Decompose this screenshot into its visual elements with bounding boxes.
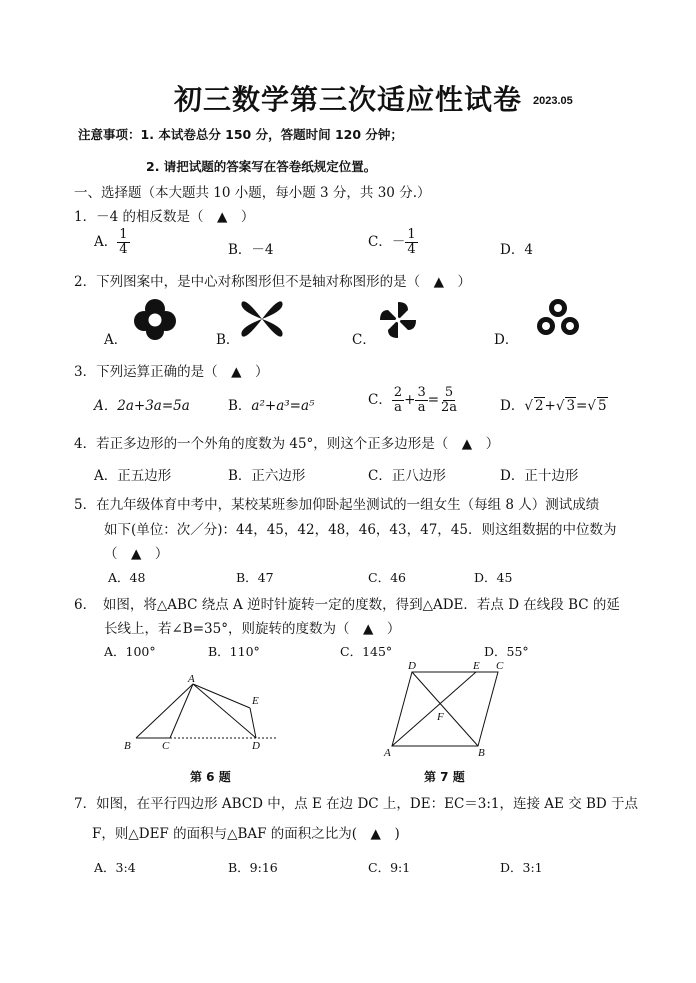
q1-option-b: B．－4	[228, 242, 274, 258]
fig6-label-c: C	[162, 740, 170, 752]
q5-option-a: A．48	[108, 570, 146, 585]
q7-option-d: D．3:1	[500, 860, 543, 875]
notice-label: 注意事项：	[78, 127, 141, 142]
q5-option-c: C．46	[368, 570, 406, 585]
q1-option-d: D．4	[500, 242, 533, 258]
flower-four-petal-icon	[132, 298, 178, 340]
fig7-label-a: A	[384, 747, 391, 759]
q3-option-d: D．√ 2+√ 3=√ 5	[500, 398, 607, 414]
q5-line-3: （ ▲ ）	[104, 546, 169, 562]
fig6-label-e: E	[252, 695, 259, 707]
q2-option-a: A．	[104, 332, 128, 348]
fig6-label-a: A	[188, 673, 195, 685]
q3-option-a: A．2a+3a=5a	[94, 398, 190, 414]
fig7-label-d: D	[408, 660, 416, 672]
notice-text-1: 1. 本试卷总分 150 分，答题时间 120 分钟；	[140, 127, 403, 142]
fig6-label-b: B	[124, 740, 131, 752]
figure-6-diagram	[118, 672, 288, 758]
pinwheel-icon	[378, 300, 418, 340]
q4-option-b: B．正六边形	[228, 468, 306, 484]
q7-option-a: A．3:4	[94, 860, 136, 875]
notice-line-2: 2. 请把试题的答案写在答卷纸规定位置。	[146, 159, 377, 174]
q4-option-a: A．正五边形	[94, 468, 172, 484]
q2-option-c: C．	[352, 332, 376, 348]
q6-line-1: 6． 如图，将△ABC 绕点 A 逆时针旋转一定的度数，得到△ADE．若点 D 在线段 BC 的延	[74, 597, 620, 613]
q3-option-c: C． $\frac{2}{a}$ + $\frac{3}{a}$ = $\frac{5}{2a}$	[368, 385, 458, 415]
exam-title: 初三数学第三次适应性试卷	[173, 83, 522, 116]
q1-stem: 1．－4 的相反数是（ ▲ ）	[74, 209, 255, 225]
exam-date: 2023.05	[533, 95, 573, 107]
q7-option-c: C．9:1	[368, 860, 411, 875]
q7-option-b: B．9:16	[228, 860, 278, 875]
q2-stem: 2．下列图案中，是中心对称图形但不是轴对称图形的是（ ▲ ）	[74, 274, 471, 290]
q7-line-2: F，则△DEF 的面积与△BAF 的面积之比为( ▲ )	[92, 826, 400, 842]
q5-line-2: 如下(单位：次／分)：44，45，42，48，46，43，47，45．则这组数据的中位数为	[104, 522, 617, 538]
q4-option-d: D．正十边形	[500, 468, 579, 484]
q5-option-b: B．47	[236, 570, 274, 585]
q6-line-2: 长线上，若∠B=35°，则旋转的度数为（ ▲ ）	[104, 621, 401, 637]
q3-stem: 3．下列运算正确的是（ ▲ ）	[74, 364, 269, 380]
q1-option-a: A． $\frac{1}{4}$	[94, 227, 128, 257]
q4-option-c: C．正八边形	[368, 468, 446, 484]
q6-option-c: C．145°	[340, 644, 393, 659]
three-leaf-icon	[536, 298, 580, 338]
q6-option-a: A．100°	[104, 644, 156, 659]
figure-7-diagram	[380, 656, 510, 760]
fig7-label-c: C	[496, 660, 504, 672]
q7-line-1: 7．如图，在平行四边形 ABCD 中，点 E 在边 DC 上，DE：EC＝3:1，连接 AE 交 BD 于点	[74, 796, 639, 812]
fig7-label-b: B	[478, 747, 485, 759]
figure-6-caption: 第 6 题	[190, 770, 231, 784]
fig7-label-e: E	[473, 660, 480, 672]
fig6-label-d: D	[252, 740, 260, 752]
q2-option-d: D．	[494, 332, 519, 348]
q2-option-b: B．	[216, 332, 240, 348]
q3-option-b: B．a²+a³=a⁵	[228, 398, 315, 414]
fig7-label-f: F	[437, 711, 444, 723]
figure-7-caption: 第 7 题	[424, 770, 465, 784]
x-petal-icon	[240, 298, 284, 340]
q6-option-b: B．110°	[208, 644, 260, 659]
q5-line-1: 5．在九年级体育中考中，某校某班参加仰卧起坐测试的一组女生（每组 8 人）测试成绩	[74, 497, 600, 513]
q4-stem: 4．若正多边形的一个外角的度数为 45°，则这个正多边形是（ ▲ ）	[74, 436, 500, 452]
section-heading: 一、选择题（本大题共 10 小题，每小题 3 分，共 30 分.）	[74, 185, 431, 201]
notice-line-1	[78, 125, 403, 143]
q1-option-c: C．－ $\frac{1}{4}$	[368, 227, 416, 257]
q5-option-d: D．45	[474, 570, 513, 585]
q6-option-d: D．55°	[484, 644, 529, 659]
